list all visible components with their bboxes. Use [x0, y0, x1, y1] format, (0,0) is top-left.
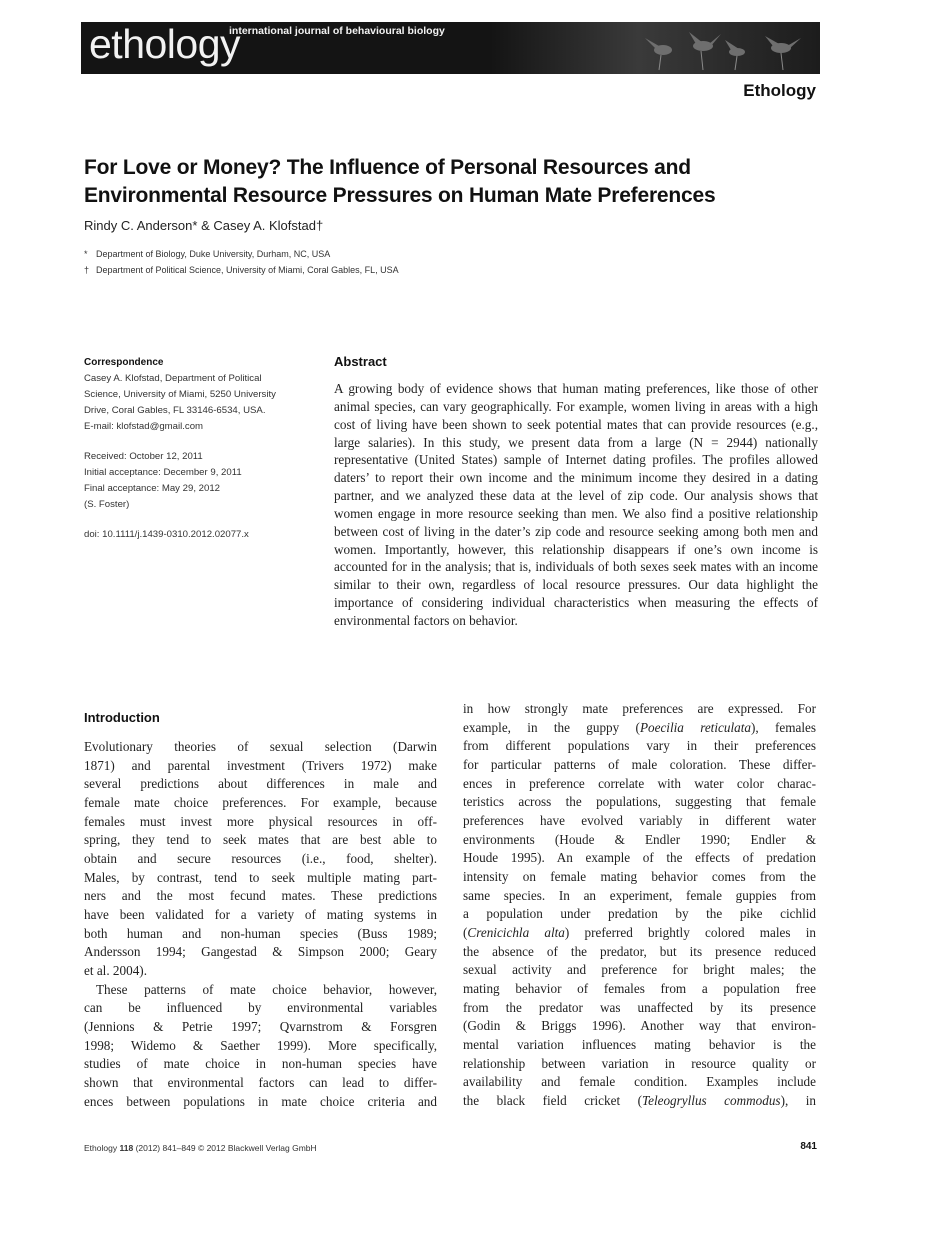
- initial-acceptance-date: Initial acceptance: December 9, 2011: [84, 467, 242, 478]
- body-text-line: et al. 2004).: [84, 963, 147, 979]
- body-text-line: mating behavior of females from a population free: [463, 981, 816, 997]
- correspondence-line: Drive, Coral Gables, FL 33146-6534, USA.: [84, 405, 266, 416]
- body-text-line: spring, they tend to seek mates that are best able to: [84, 832, 437, 848]
- body-text-line: ences in preference correlate with water color charac-: [463, 775, 816, 791]
- journal-name: Ethology: [743, 81, 816, 100]
- footer-citation: (2012) 841–849 © 2012 Blackwell Verlag GmbH: [135, 1143, 317, 1153]
- body-text-line: obtain and secure resources (i.e., food, shelter).: [84, 851, 437, 867]
- body-text-line: shown that environmental factors can lead to differ-: [84, 1075, 437, 1091]
- affiliation-symbol: *: [84, 249, 88, 259]
- editor-name: (S. Foster): [84, 499, 130, 510]
- title-line-2: Environmental Resource Pressures on Human Mate Preferences: [84, 184, 716, 207]
- body-text-line: preferences have evolved variably in different water: [463, 813, 816, 829]
- article-title: [84, 154, 844, 210]
- body-text-line: from different populations vary in their preferences: [463, 738, 816, 754]
- correspondence-line: Casey A. Klofstad, Department of Political: [84, 373, 262, 384]
- body-text-line: example, in the guppy (Poecilia reticulata), females: [463, 719, 816, 735]
- page-number: 841: [800, 1141, 817, 1152]
- correspondence-heading: Correspondence: [84, 357, 164, 368]
- body-text-line: These patterns of mate choice behavior, however,: [96, 981, 437, 997]
- body-text-line: the absence of the predator, but its presence reduced: [463, 943, 816, 959]
- affiliation-symbol: †: [84, 265, 90, 275]
- body-text-line: environments (Houde & Endler 1990; Endler &: [463, 831, 816, 847]
- body-text-line: Evolutionary theories of sexual selection (Darwin: [84, 739, 437, 754]
- body-text-line: same species. In an experiment, female guppies from: [463, 887, 816, 903]
- body-text-line: several predictions about differences in male and: [84, 776, 437, 792]
- body-text-line: intensity on female mating behavior comes from the: [463, 869, 816, 885]
- correspondence-email[interactable]: E-mail: klofstad@gmail.com: [84, 421, 204, 432]
- journal-logo: ethology: [89, 22, 241, 67]
- abstract-heading: Abstract: [334, 354, 387, 369]
- affiliation-2: [84, 265, 399, 275]
- correspondence-block: [84, 355, 324, 435]
- title-line-1: For Love or Money? The Influence of Personal Resources and: [84, 156, 691, 179]
- journal-subtitle: international journal of behavioural biology: [229, 25, 445, 37]
- body-text-line: female mate choice preferences. For example, because: [84, 795, 437, 811]
- article-info-sidebar: [84, 355, 324, 557]
- body-text-line: mental variation influences mating behavior is the: [463, 1037, 816, 1053]
- affiliation-text: Department of Biology, Duke University, Durham, NC, USA: [96, 249, 331, 259]
- dates-block: [84, 449, 324, 513]
- introduction-heading: Introduction: [84, 710, 160, 725]
- page-footer: [84, 1143, 317, 1153]
- affiliation-text: Department of Political Science, University of Miami, Coral Gables, FL, USA: [96, 265, 399, 275]
- body-text-line: availability and female condition. Examples include: [463, 1074, 816, 1090]
- body-text-line: both human and non-human species (Buss 1989;: [84, 925, 437, 941]
- body-text-line: 1998; Widemo & Saether 1999). More specifically,: [84, 1037, 437, 1053]
- body-text-line: have been validated for a variety of mating systems in: [84, 907, 437, 923]
- body-column-left: [84, 738, 437, 1111]
- body-text-line: for particular patterns of male coloration. These differ-: [463, 757, 816, 773]
- body-text-line: in how strongly mate preferences are expressed. For: [463, 701, 816, 716]
- final-acceptance-date: Final acceptance: May 29, 2012: [84, 483, 220, 494]
- body-text-line: the black field cricket (Teleogryllus commodus), in: [463, 1093, 816, 1109]
- body-text-line: (Crenicichla alta) preferred brightly colored males in: [463, 925, 816, 941]
- affiliation-1: [84, 249, 330, 259]
- body-text-line: teristics across the populations, suggesting that female: [463, 794, 816, 810]
- received-date: Received: October 12, 2011: [84, 451, 203, 462]
- body-text-line: relationship between variation in resource quality or: [463, 1055, 816, 1071]
- doi-link[interactable]: doi: 10.1111/j.1439-0310.2012.02077.x: [84, 529, 249, 540]
- body-text-line: sexual activity and preference for bright males; the: [463, 962, 816, 978]
- journal-banner: [81, 22, 820, 74]
- correspondence-line: Science, University of Miami, 5250 University: [84, 389, 276, 400]
- body-text-line: females must invest more physical resources in off-: [84, 813, 437, 829]
- body-text-line: from the predator was unaffected by its presence: [463, 999, 816, 1015]
- body-text-line: ences between populations in mate choice criteria and: [84, 1093, 437, 1109]
- abstract-text: A growing body of evidence shows that human mating preferences, like those of other animal species, can vary geographically. For example, women living in areas with a high cost of living have been shown to seek potential mates that can provide resources (e.g., large salaries). In this study, we present data from a large (N = 2944) nationally representative (United States) sample of Internet dating profiles. The profiles allowed daters’ to report their own income and the minimum income they desired in a dating partner, and we analyzed these data at the level of zip code. Our analysis shows that women engage in more resource seeking than men. We also find a positive relationship between cost of living in the dater’s zip code and resource seeking among both men and women. Importantly, however, this relationship disappears if one’s own income is accounted for in the analysis; that is, individuals of both sexes seek mates with an income similar to their own, regardless of local resource pressures. Our data highlight the importance of considering individual characteristics when measuring the effects of environmental factors on behavior.: [334, 381, 818, 628]
- body-text-line: 1871) and parental investment (Trivers 1972) make: [84, 757, 437, 773]
- body-text-line: a population under predation by the pike cichlid: [463, 906, 816, 922]
- footer-journal: Ethology: [84, 1143, 118, 1153]
- footer-volume: 118: [119, 1143, 134, 1153]
- doi-block: [84, 527, 324, 543]
- body-text-line: (Godin & Briggs 1996). Another way that environ-: [463, 1018, 816, 1034]
- body-column-right: [463, 700, 816, 1111]
- body-text-line: Andersson 1994; Gangestad & Simpson 2000; Geary: [84, 944, 437, 960]
- body-text-line: Males, by contrast, tend to seek multiple mating part-: [84, 869, 437, 885]
- body-text-line: studies of mate choice in non-human species have: [84, 1056, 437, 1072]
- body-text-line: can be influenced by environmental variables: [84, 1000, 437, 1016]
- author-list: Rindy C. Anderson* & Casey A. Klofstad†: [84, 218, 324, 233]
- body-text-line: ners and the most fecund mates. These predictions: [84, 888, 437, 904]
- body-text-line: (Jennions & Petrie 1997; Qvarnstrom & Forsgren: [84, 1019, 437, 1035]
- birds-image: [641, 24, 819, 72]
- body-text-line: Houde 1995). An example of the effects of predation: [463, 850, 816, 866]
